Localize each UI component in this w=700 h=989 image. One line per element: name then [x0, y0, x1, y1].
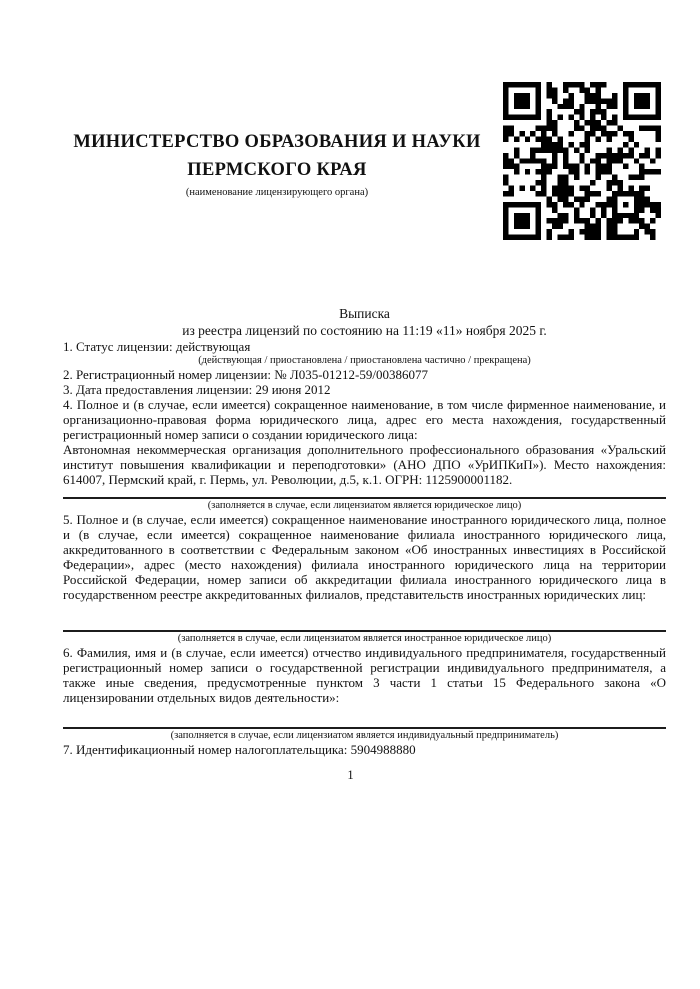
document-title: Выписка	[339, 306, 390, 321]
item-3-license-date: 3. Дата предоставления лицензии: 29 июня 2012	[63, 382, 331, 397]
document-subtitle: из реестра лицензий по состоянию на 11:19 «11» ноября 2025 г.	[182, 323, 547, 338]
item-4-caption: (заполняется в случае, если лицензиатом является юридическое лицо)	[207, 500, 522, 511]
item-4-legal-entity-value: Автономная некоммерческая организация дополнительного профессионального образования «Уральский институт повышения квалификации и переподготовки» (АНО ДПО «УрИПКиП»). Место нахождения: 614007, Пермский край, г. Пермь, ул. Революции, д.5, к.1. ОГРН: 1125900001182.	[63, 442, 666, 487]
document-title-block	[63, 305, 666, 339]
item-4-legal-entity-label: 4. Полное и (в случае, если имеется) сокращенное наименование, в том числе фирменное наименование, и организационно-правовая форма юридического лица, адрес его места нахождения, государственный регистрационный номер записи о создании юридического лица:	[63, 397, 666, 442]
ministry-name	[63, 128, 491, 184]
licensing-authority-block	[63, 128, 491, 199]
item-6-caption: (заполняется в случае, если лицензиатом является индивидуальный предприниматель)	[170, 730, 559, 741]
ministry-name-line2: ПЕРМСКОГО КРАЯ	[187, 160, 367, 180]
document-body	[63, 339, 666, 783]
qr-code-icon	[503, 82, 661, 240]
item-7-taxpayer-number: 7. Идентификационный номер налогоплательщика: 5904988880	[63, 742, 416, 757]
item-1-caption: (действующая / приостановлена / приостановлена частично / прекращена)	[198, 355, 531, 366]
item-6-entrepreneur-label: 6. Фамилия, имя и (в случае, если имеется) отчество индивидуального предпринимателя, государственный регистрационный номер записи о государственной регистрации индивидуального предпринимателя, а также иные сведения, предусмотренные пунктом 3 части 1 статьи 15 Федерального закона «О лицензировании отдельных видов деятельности»:	[63, 645, 666, 705]
page-number: 1	[347, 768, 354, 782]
item-2-registration-number: 2. Регистрационный номер лицензии: № Л035-01212-59/00386077	[63, 367, 429, 382]
item-5-foreign-entity-label: 5. Полное и (в случае, если имеется) сокращенное наименование иностранного юридического лица, полное и (в случае, если имеется) сокращенное наименование филиала иностранного юридического лица, аккредитованного в соответствии с Федеральным законом «Об иностранных инвестициях в Российской Федерации», адрес (место нахождения) филиала иностранного юридического лица на территории Российской Федерации, номер записи об аккредитации филиала иностранного юридического лица в государственном реестре аккредитованных филиалов, представительств иностранных юридических лиц:	[63, 512, 666, 602]
ministry-caption: (наименование лицензирующего органа)	[185, 187, 369, 198]
item-5-caption: (заполняется в случае, если лицензиатом является иностранное юридическое лицо)	[177, 633, 552, 644]
ministry-name-line1: МИНИСТЕРСТВО ОБРАЗОВАНИЯ И НАУКИ	[73, 132, 481, 152]
document-header	[0, 0, 700, 250]
item-1-license-status: 1. Статус лицензии: действующая	[63, 339, 251, 354]
